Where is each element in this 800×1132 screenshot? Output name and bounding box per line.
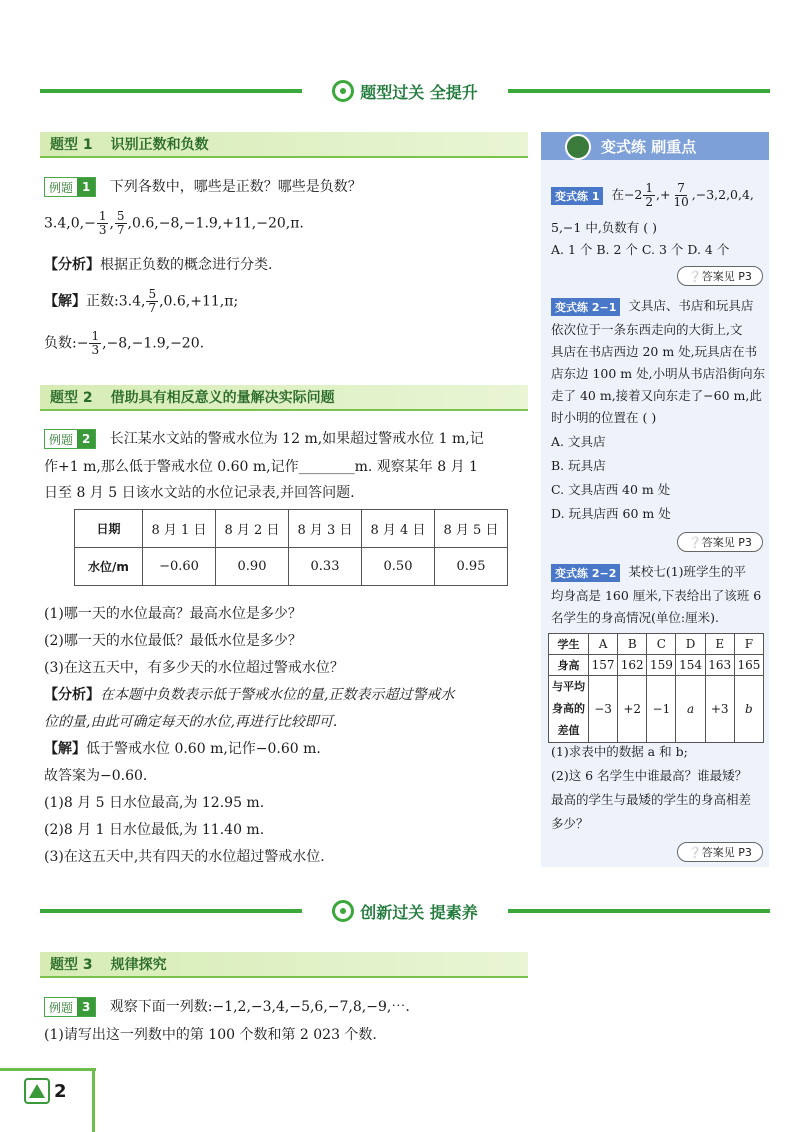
fraction: $\frac{1}{3}$: [98, 209, 107, 237]
practice-2-1-line-1: 变式练 2−1 文具店、书店和玩具店: [551, 296, 753, 316]
example-1-solution-negative: 负数:− $\frac{1}{3}$ ,−8,−1.9,−20.: [44, 329, 205, 357]
practice-2-1-option-c: C. 文具店西 40 m 处: [551, 482, 671, 497]
example-2-solution-5: (3)在这五天中,共有四天的水位超过警戒水位.: [44, 849, 325, 865]
table-cell: 159: [647, 655, 676, 676]
table-cell: a: [676, 676, 705, 743]
table-cell: E: [705, 634, 734, 655]
table-cell: 163: [705, 655, 734, 676]
table-cell: 8 月 1 日: [143, 510, 216, 548]
answer-icon: ❔: [688, 535, 702, 549]
topic-header-1: [40, 132, 528, 158]
example-2-q3: (3)在这五天中，有多少天的水位超过警戒水位？: [44, 660, 344, 676]
table-row: [549, 634, 764, 655]
example-2-solution-4: (2)8 月 1 日水位最低,为 11.40 m.: [44, 822, 265, 838]
table-row: [75, 548, 508, 586]
table-cell: −0.60: [143, 548, 216, 586]
practice-2-1-line-4: 店东边 100 m 处,小明从书店沿街向东: [551, 366, 766, 381]
practice-1-options: A. 1 个 B. 2 个 C. 3 个 D. 4 个: [551, 242, 730, 257]
table-cell: −1: [647, 676, 676, 743]
practice-2-1-line-5: 走了 40 m,接着又向东走了−60 m,此: [551, 388, 762, 403]
table-cell: 154: [676, 655, 705, 676]
banner-rule-right: [508, 909, 770, 913]
banner-logo-icon: [332, 900, 354, 922]
example-3-line-2: (1)请写出这一列数中的第 100 个数和第 2 023 个数.: [44, 1027, 377, 1043]
table-row: [75, 510, 508, 548]
example-1-analysis: 【分析】根据正负数的概念进行分类.: [44, 257, 273, 273]
practice-2-2-line-2: 均身高是 160 厘米,下表给出了该班 6: [551, 588, 762, 603]
answer-icon: ❔: [688, 845, 702, 859]
example-2-solution-3: (1)8 月 5 日水位最高,为 12.95 m.: [44, 795, 265, 811]
table-cell: b: [734, 676, 763, 743]
table-cell: +3: [705, 676, 734, 743]
example-1-solution-positive: 【解】正数:3.4, $\frac{5}{7}$ ,0.6,+11,π;: [44, 287, 239, 315]
page-number-text: 2: [54, 1080, 67, 1102]
example-tag: 例题 3: [44, 997, 96, 1017]
table-cell: −3: [589, 676, 618, 743]
example-1-question: [44, 176, 362, 197]
table-cell: 0.50: [362, 548, 435, 586]
table-cell: 162: [618, 655, 647, 676]
example-2-line-3: 日至 8 月 5 日该水文站的水位记录表,并回答问题.: [44, 485, 355, 501]
table-cell: 165: [734, 655, 763, 676]
fraction: $\frac{1}{3}$: [91, 329, 100, 357]
practice-2-1-line-2: 依次位于一条东西走向的大街上,文: [551, 322, 743, 337]
table-cell: 8 月 3 日: [289, 510, 362, 548]
practice-2-1-line-3: 具店在书店西边 20 m 处,玩具店在书: [551, 344, 758, 359]
banner-title-text: 创新过关 提素养: [360, 902, 478, 922]
practice-2-1-option-b: B. 玩具店: [551, 458, 606, 473]
banner-title-text: 题型过关 全提升: [360, 82, 478, 102]
topic-number: 题型 1: [50, 137, 93, 153]
topic-number: 题型 2: [50, 390, 93, 406]
example-2-analysis-2: 位的量,由此可确定每天的水位,再进行比较即可.: [44, 714, 338, 730]
practice-2-2-q1: (1)求表中的数据 a 和 b;: [551, 744, 688, 759]
banner-title: [308, 898, 502, 924]
answer-ref-badge: ❔ 答案见 P3: [677, 532, 763, 552]
answer-ref-badge: ❔ 答案见 P3: [677, 842, 763, 862]
banner-rule-right: [508, 89, 770, 93]
practice-2-2-q4: 多少？: [551, 816, 589, 831]
topic-title: 识别正数和负数: [110, 137, 209, 153]
fraction: $\frac{5}{7}$: [148, 287, 157, 315]
table-cell: F: [734, 634, 763, 655]
table-cell: A: [589, 634, 618, 655]
example-2-analysis-1: 【分析】在本题中负数表示低于警戒水位的量,正数表示超过警戒水: [44, 687, 455, 703]
answer-ref-badge: ❔ 答案见 P3: [677, 266, 763, 286]
table-cell: 8 月 2 日: [216, 510, 289, 548]
table-cell: 8 月 5 日: [435, 510, 508, 548]
banner-logo-icon: [332, 80, 354, 102]
table-cell: 157: [589, 655, 618, 676]
table-row: [549, 655, 764, 676]
example-tag: 例题 1: [44, 177, 96, 197]
page-number: [24, 1078, 67, 1104]
practice-1-line-2: 5,−1 中,负数有 ( ): [551, 220, 657, 235]
example-2-q2: (2)哪一天的水位最低？最低水位是多少？: [44, 633, 302, 649]
topic-number: 题型 3: [50, 957, 93, 973]
sidebar-title: 变式练 刷重点: [601, 137, 697, 156]
table-cell: 0.95: [435, 548, 508, 586]
table-header-cell: 与平均 身高的 差值: [549, 676, 589, 743]
example-2-line-2: 作+1 m,那么低于警戒水位 0.60 m,记作________m. 观察某年 8 月 1: [44, 459, 478, 475]
fraction: $\frac{7}{10}$: [673, 181, 689, 209]
practice-1-line-1: 变式练 1 在−2 $\frac{1}{2}$ ,+ $\frac{7}{10}$ ,−3,2,0,4,: [551, 182, 754, 209]
practice-2-2-line-3: 名学生的身高情况(单位:厘米).: [551, 610, 719, 625]
table-cell: B: [618, 634, 647, 655]
banner-rule-left: [40, 89, 302, 93]
student-height-table: [548, 633, 764, 743]
example-3-line-1: 例题 3 观察下面一列数:−1,2,−3,4,−5,6,−7,8,−9,⋯.: [44, 996, 410, 1017]
table-cell: 0.90: [216, 548, 289, 586]
table-row: [549, 676, 764, 743]
table-cell: C: [647, 634, 676, 655]
table-cell: D: [676, 634, 705, 655]
question-text: 下列各数中，哪些是正数？哪些是负数？: [109, 179, 362, 195]
fraction: $\frac{5}{7}$: [116, 209, 125, 237]
section-banner-1: [40, 78, 770, 104]
footer-rule: [0, 1068, 96, 1071]
sidebar-header: [541, 132, 769, 160]
table-cell: 0.33: [289, 548, 362, 586]
banner-rule-left: [40, 909, 302, 913]
section-banner-2: [40, 898, 770, 924]
practice-tag: 变式练 1: [551, 187, 603, 205]
compass-icon: [24, 1078, 50, 1104]
practice-tag: 变式练 2−1: [551, 298, 620, 316]
topic-title: 借助具有相反意义的量解决实际问题: [110, 390, 335, 406]
footer-rule-vertical: [92, 1068, 95, 1132]
answer-icon: ❔: [688, 269, 702, 283]
example-2-solution-2: 故答案为−0.60.: [44, 768, 148, 784]
water-level-table: [74, 509, 508, 586]
practice-2-1-line-6: 时小明的位置在 ( ): [551, 410, 657, 425]
practice-2-1-option-a: A. 文具店: [551, 434, 606, 449]
table-cell: 8 月 4 日: [362, 510, 435, 548]
practice-2-2-q3: 最高的学生与最矮的学生的身高相差: [551, 792, 752, 807]
practice-2-1-option-d: D. 玩具店西 60 m 处: [551, 506, 671, 521]
practice-2-2-line-1: 变式练 2−2 某校七(1)班学生的平: [551, 562, 746, 582]
table-header-cell: 学生: [549, 634, 589, 655]
topic-header-2: [40, 385, 528, 411]
table-cell: +2: [618, 676, 647, 743]
example-1-numbers: 3.4,0,− $\frac{1}{3}$ , $\frac{5}{7}$ ,0.6,−8,−1.9,+11,−20,π.: [44, 209, 304, 237]
practice-sidebar: [541, 132, 769, 867]
table-header-cell: 日期: [75, 510, 143, 548]
example-tag: 例题 2: [44, 429, 96, 449]
student-figure-icon: [565, 134, 591, 160]
table-header-cell: 身高: [549, 655, 589, 676]
topic-title: 规律探究: [110, 957, 167, 973]
fraction: $\frac{1}{2}$: [645, 181, 654, 209]
table-header-cell: 水位/m: [75, 548, 143, 586]
example-2-q1: (1)哪一天的水位最高？最高水位是多少？: [44, 606, 302, 622]
banner-title: [308, 78, 502, 104]
practice-tag: 变式练 2−2: [551, 564, 620, 582]
topic-header-3: [40, 952, 528, 978]
practice-2-2-q2: (2)这 6 名学生中谁最高？谁最矮？: [551, 768, 748, 783]
example-2-solution-1: 【解】低于警戒水位 0.60 m,记作−0.60 m.: [44, 741, 321, 757]
example-2-line-1: 例题 2 长江某水文站的警戒水位为 12 m,如果超过警戒水位 1 m,记: [44, 428, 484, 449]
